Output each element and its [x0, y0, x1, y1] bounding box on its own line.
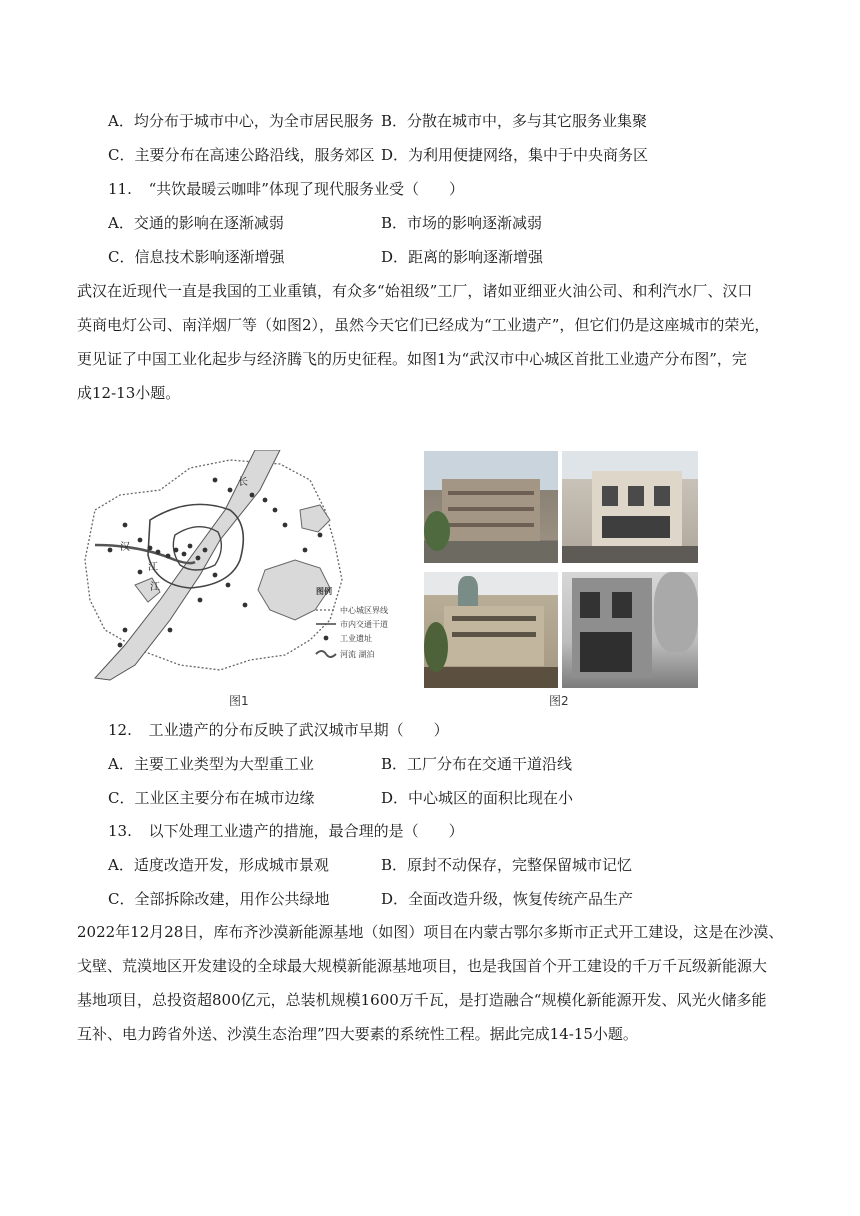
- passage-line: 更见证了中国工业化起步与经济腾飞的历史征程。如图1为“武汉市中心城区首批工业遗产分布图”，完: [77, 350, 747, 368]
- figure1-caption: 图1: [229, 694, 249, 708]
- passage-line: 成12-13小题。: [77, 384, 181, 402]
- question-stem: 以下处理工业遗产的措施，最合理的是（ ）: [148, 822, 464, 840]
- question-11: [108, 179, 464, 199]
- map-label: 长: [238, 477, 248, 488]
- map-label: 江: [150, 582, 160, 593]
- map-label: 汉: [120, 542, 130, 553]
- option-11c: C．信息技术影响逐渐增强: [108, 248, 285, 266]
- option-12b: B．工厂分布在交通干道沿线: [381, 755, 573, 773]
- legend-item: 工业遗址: [340, 634, 372, 643]
- legend-item: 河流 湖泊: [340, 650, 375, 659]
- heritage-photo: [424, 451, 558, 563]
- figure2-caption: 图2: [549, 694, 569, 708]
- passage-line: 武汉在近现代一直是我国的工业重镇，有众多“始祖级”工厂，诸如亚细亚火油公司、和利汽水厂、汉口: [77, 282, 753, 300]
- option-12a: A．主要工业类型为大型重工业: [108, 755, 314, 773]
- question-number: 12.: [108, 721, 132, 739]
- option-10a: A．均分布于城市中心，为全市居民服务: [108, 112, 374, 130]
- lake: [300, 505, 330, 532]
- option-11b: B．市场的影响逐渐减弱: [381, 214, 543, 232]
- option-11d: D．距离的影响逐渐增强: [381, 248, 544, 266]
- question-12: [108, 720, 449, 740]
- legend-item: 市内交通干道: [340, 620, 388, 629]
- passage-line: 戈壁、荒漠地区开发建设的全球最大规模新能源基地项目，也是我国首个开工建设的千万千瓦级新能源大: [77, 957, 768, 975]
- passage-line: 2022年12月28日，库布齐沙漠新能源基地（如图）项目在内蒙古鄂尔多斯市正式开工建设，这是在沙漠、: [77, 923, 784, 941]
- option-11a: A．交通的影响在逐渐减弱: [108, 214, 284, 232]
- wuhan-heritage-map: [80, 450, 410, 690]
- question-number: 13.: [108, 822, 132, 840]
- heritage-photo: [562, 451, 698, 563]
- option-10b: B．分散在城市中，多与其它服务业集聚: [381, 112, 648, 130]
- question-number: 11.: [108, 180, 132, 198]
- question-stem: 工业遗产的分布反映了武汉城市早期（ ）: [148, 721, 449, 739]
- question-stem: “共饮最暖云咖啡”体现了现代服务业受（ ）: [148, 180, 464, 198]
- legend-item: 中心城区界线: [340, 606, 388, 615]
- yangtze-river: [95, 450, 280, 680]
- passage-line: 互补、电力跨省外送、沙漠生态治理”四大要素的系统性工程。据此完成14-15小题。: [77, 1025, 638, 1043]
- passage-line: 英商电灯公司、南洋烟厂等（如图2），虽然今天它们已经成为“工业遗产”，但它们仍是这座城市的荣光，: [77, 316, 770, 334]
- option-10c: C．主要分布在高速公路沿线，服务郊区: [108, 146, 375, 164]
- option-13a: A．适度改造开发，形成城市景观: [108, 856, 329, 874]
- heritage-photo: [562, 572, 698, 688]
- map-legend: [316, 586, 388, 659]
- heritage-photo: [424, 572, 558, 688]
- question-13: [108, 821, 464, 841]
- option-12c: C．工业区主要分布在城市边缘: [108, 789, 315, 807]
- map-label: 江: [148, 562, 158, 573]
- option-13b: B．原封不动保存，完整保留城市记忆: [381, 856, 633, 874]
- option-13d: D．全面改造升级，恢复传统产品生产: [381, 890, 634, 908]
- passage-line: 基地项目，总投资超800亿元，总装机规模1600万千瓦，是打造融合“规模化新能源开发、风光火储多能: [77, 991, 767, 1009]
- option-13c: C．全部拆除改建，用作公共绿地: [108, 890, 330, 908]
- legend-title: 图例: [316, 587, 332, 596]
- option-12d: D．中心城区的面积比现在小: [381, 789, 574, 807]
- option-10d: D．为利用便捷网络，集中于中央商务区: [381, 146, 649, 164]
